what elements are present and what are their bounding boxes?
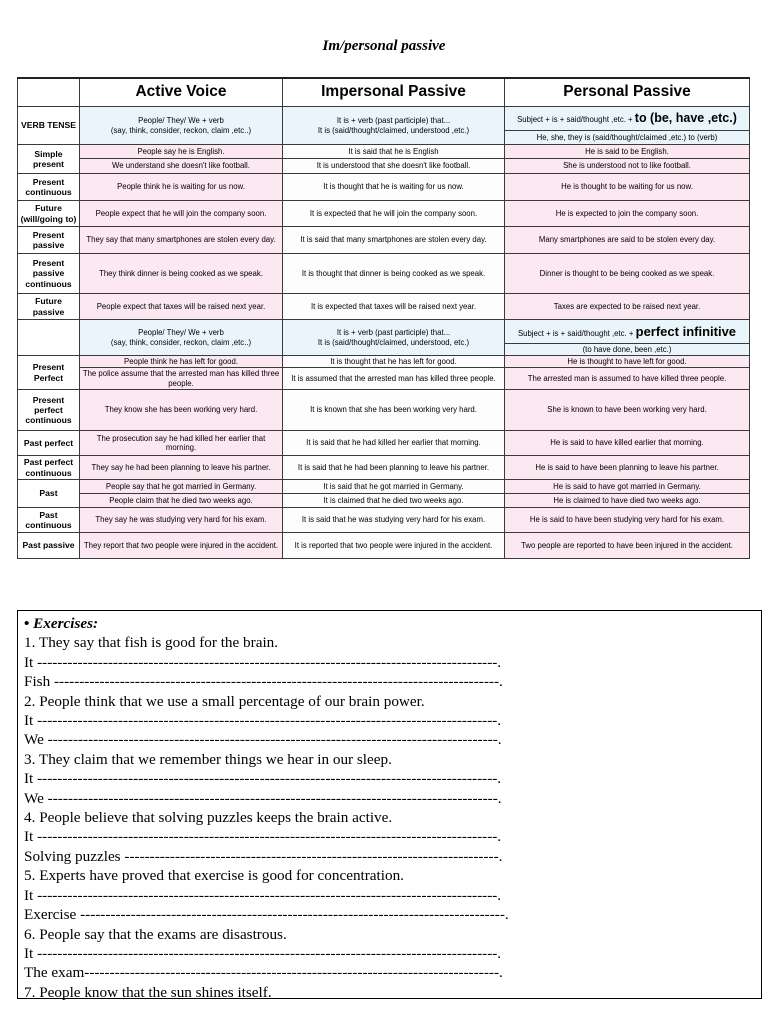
- exercises-box: [17, 610, 762, 999]
- personal-example: He is said to have been studying very hard for his exam.: [505, 508, 750, 533]
- impersonal-example: It is said that he got married in Germany.: [283, 480, 505, 494]
- impersonal-example: It is claimed that he died two weeks ago.: [283, 494, 505, 508]
- answer-blank-line[interactable]: It -------------------------------------------------------------------------------------------.: [24, 886, 502, 904]
- column-header: Personal Passive: [505, 78, 750, 107]
- personal-example: She is understood not to like football.: [505, 159, 750, 174]
- table-row: [18, 494, 750, 508]
- table-row: [18, 227, 750, 254]
- active-example: The prosecution say he had killed her earlier that morning.: [80, 431, 283, 456]
- table-row: [18, 390, 750, 431]
- formula-label: VERB TENSE: [18, 107, 80, 145]
- answer-blank-line[interactable]: Solving puzzles --------------------------------------------------------------------------.: [24, 847, 503, 865]
- formula-line: People/ They/ We + verb: [138, 328, 224, 338]
- formula-personal-small: Subject + is + said/thought ,etc. +: [517, 328, 636, 338]
- active-example: They say he had been planning to leave his partner.: [80, 456, 283, 480]
- formula-line: It is + verb (past participle) that...: [336, 116, 451, 126]
- answer-blank-line[interactable]: We -----------------------------------------------------------------------------------------.: [24, 731, 502, 749]
- active-example: They report that two people were injured in the accident.: [80, 533, 283, 559]
- personal-example: He is said to have been planning to leave his partner.: [505, 456, 750, 480]
- formula-personal: [505, 107, 750, 131]
- formula-label: [18, 320, 80, 356]
- answer-blank-line[interactable]: It -------------------------------------------------------------------------------------------.: [24, 712, 502, 730]
- impersonal-example: It is thought that he has left for good.: [283, 356, 505, 368]
- personal-example: He is thought to have left for good.: [505, 356, 750, 368]
- active-example: People claim that he died two weeks ago.: [80, 494, 283, 508]
- tense-label: Future (will/going to): [18, 201, 80, 227]
- active-example: People think he has left for good.: [80, 356, 283, 368]
- formula-personal-emphasis: perfect infinitive: [635, 323, 737, 339]
- active-example: They say that many smartphones are stolen every day.: [80, 227, 283, 254]
- active-example: They say he was studying very hard for his exam.: [80, 508, 283, 533]
- table-header-row: [18, 78, 750, 107]
- table-row: [18, 145, 750, 159]
- impersonal-example: It is expected that taxes will be raised next year.: [283, 294, 505, 320]
- formula-impersonal: [283, 320, 505, 356]
- exercise-sentence: 5. Experts have proved that exercise is good for concentration.: [24, 867, 404, 885]
- table-row: [18, 480, 750, 494]
- answer-blank-line[interactable]: It -------------------------------------------------------------------------------------------.: [24, 828, 502, 846]
- personal-example: He is said to be English.: [505, 145, 750, 159]
- personal-example: Taxes are expected to be raised next year.: [505, 294, 750, 320]
- impersonal-example: It is known that she has been working very hard.: [283, 390, 505, 431]
- personal-example: She is known to have been working very hard.: [505, 390, 750, 431]
- tense-label: Past: [18, 480, 80, 508]
- table-row: [18, 533, 750, 559]
- formula-line: People/ They/ We + verb: [138, 116, 224, 126]
- personal-example: He is said to have killed earlier that morning.: [505, 431, 750, 456]
- impersonal-example: It is assumed that the arrested man has killed three people.: [283, 368, 505, 390]
- formula-active: [80, 320, 283, 356]
- table-row: [18, 174, 750, 201]
- impersonal-example: It is said that he had killed her earlier that morning.: [283, 431, 505, 456]
- exercise-sentence: 6. People say that the exams are disastrous.: [24, 925, 287, 943]
- impersonal-example: It is said that he is English: [283, 145, 505, 159]
- table-row: [18, 456, 750, 480]
- formula-personal-emphasis: to (be, have ,etc.): [634, 111, 737, 125]
- active-example: They know she has been working very hard.: [80, 390, 283, 431]
- formula-personal-sub: He, she, they is (said/thought/claimed ,etc.) to (verb): [505, 131, 750, 145]
- tense-label: Simple present: [18, 145, 80, 174]
- passive-grammar-table: [17, 77, 750, 559]
- tense-label: Present continuous: [18, 174, 80, 201]
- formula-line: It is (said/thought/claimed, understood, etc.): [317, 337, 470, 347]
- tense-label: Past passive: [18, 533, 80, 559]
- tense-label: Present passive continuous: [18, 254, 80, 294]
- formula-personal-sub: (to have done, been ,etc.): [505, 344, 750, 356]
- active-example: People expect that taxes will be raised next year.: [80, 294, 283, 320]
- table-row: [18, 431, 750, 456]
- impersonal-example: It is expected that he will join the company soon.: [283, 201, 505, 227]
- active-example: People say he is English.: [80, 145, 283, 159]
- formula-active: [80, 107, 283, 145]
- impersonal-example: It is reported that two people were injured in the accident.: [283, 533, 505, 559]
- table-row: [18, 356, 750, 368]
- active-example: The police assume that the arrested man has killed three people.: [80, 368, 283, 390]
- active-example: People say that he got married in Germany.: [80, 480, 283, 494]
- tense-label: Present passive: [18, 227, 80, 254]
- personal-example: Many smartphones are said to be stolen every day.: [505, 227, 750, 254]
- impersonal-example: It is said that he was studying very hard for his exam.: [283, 508, 505, 533]
- tense-label: Present perfect continuous: [18, 390, 80, 431]
- personal-example: He is expected to join the company soon.: [505, 201, 750, 227]
- impersonal-example: It is understood that she doesn't like football.: [283, 159, 505, 174]
- tense-label: Past perfect continuous: [18, 456, 80, 480]
- formula-row: [18, 320, 750, 344]
- impersonal-example: It is thought that he is waiting for us now.: [283, 174, 505, 201]
- column-header: Impersonal Passive: [283, 78, 505, 107]
- active-example: We understand she doesn't like football.: [80, 159, 283, 174]
- column-header: [18, 78, 80, 107]
- personal-example: He is said to have got married in Germany.: [505, 480, 750, 494]
- answer-blank-line[interactable]: It -------------------------------------------------------------------------------------------.: [24, 653, 502, 671]
- active-example: People think he is waiting for us now.: [80, 174, 283, 201]
- table-row: [18, 508, 750, 533]
- exercise-sentence: 3. They claim that we remember things we hear in our sleep.: [24, 750, 392, 768]
- exercise-lines: [24, 633, 755, 1002]
- answer-blank-line[interactable]: It -------------------------------------------------------------------------------------------.: [24, 944, 502, 962]
- active-example: They think dinner is being cooked as we speak.: [80, 254, 283, 294]
- personal-example: The arrested man is assumed to have killed three people.: [505, 368, 750, 390]
- table-row: [18, 201, 750, 227]
- exercise-sentence: 2. People think that we use a small percentage of our brain power.: [24, 692, 425, 710]
- formula-personal-small: Subject + is + said/thought ,etc. +: [517, 115, 635, 124]
- column-header: Active Voice: [80, 78, 283, 107]
- exercise-sentence: 4. People believe that solving puzzles keeps the brain active.: [24, 809, 393, 827]
- answer-blank-line[interactable]: Exercise ------------------------------------------------------------------------------------.: [24, 906, 509, 924]
- personal-example: He is thought to be waiting for us now.: [505, 174, 750, 201]
- answer-blank-line[interactable]: Fish ----------------------------------------------------------------------------------------.: [24, 673, 503, 691]
- page-title: Im/personal passive: [322, 38, 446, 54]
- exercises-heading: [24, 614, 755, 633]
- impersonal-example: It is said that he had been planning to leave his partner.: [283, 456, 505, 480]
- tense-label: Past continuous: [18, 508, 80, 533]
- formula-line: (say, think, consider, reckon, claim ,etc..): [110, 337, 252, 347]
- table-row: [18, 159, 750, 174]
- impersonal-example: It is said that many smartphones are stolen every day.: [283, 227, 505, 254]
- active-example: People expect that he will join the company soon.: [80, 201, 283, 227]
- impersonal-example: It is thought that dinner is being cooked as we speak.: [283, 254, 505, 294]
- tense-label: Present Perfect: [18, 356, 80, 390]
- personal-example: Dinner is thought to be being cooked as we speak.: [505, 254, 750, 294]
- tense-label: Future passive: [18, 294, 80, 320]
- table-row: [18, 294, 750, 320]
- personal-example: Two people are reported to have been injured in the accident.: [505, 533, 750, 559]
- formula-impersonal: [283, 107, 505, 145]
- exercises-heading-text: Exercises:: [33, 615, 99, 632]
- exercise-sentence: 1. They say that fish is good for the brain.: [24, 634, 279, 652]
- formula-line: (say, think, consider, reckon, claim ,etc..): [110, 125, 252, 135]
- formula-row: [18, 107, 750, 131]
- personal-example: He is claimed to have died two weeks ago.: [505, 494, 750, 508]
- table-row: [18, 368, 750, 390]
- bullet-icon: •: [24, 615, 30, 632]
- answer-blank-line[interactable]: It -------------------------------------------------------------------------------------------.: [24, 770, 502, 788]
- formula-line: It is (said/thought/claimed, understood ,etc.): [317, 125, 470, 135]
- formula-personal: [505, 320, 750, 344]
- answer-blank-line[interactable]: The exam----------------------------------------------------------------------------------.: [24, 964, 503, 982]
- answer-blank-line[interactable]: We -----------------------------------------------------------------------------------------.: [24, 789, 502, 807]
- tense-label: Past perfect: [18, 431, 80, 456]
- formula-line: It is + verb (past participle) that...: [336, 328, 451, 338]
- exercise-sentence: 7. People know that the sun shines itself.: [24, 983, 272, 1001]
- table-row: [18, 254, 750, 294]
